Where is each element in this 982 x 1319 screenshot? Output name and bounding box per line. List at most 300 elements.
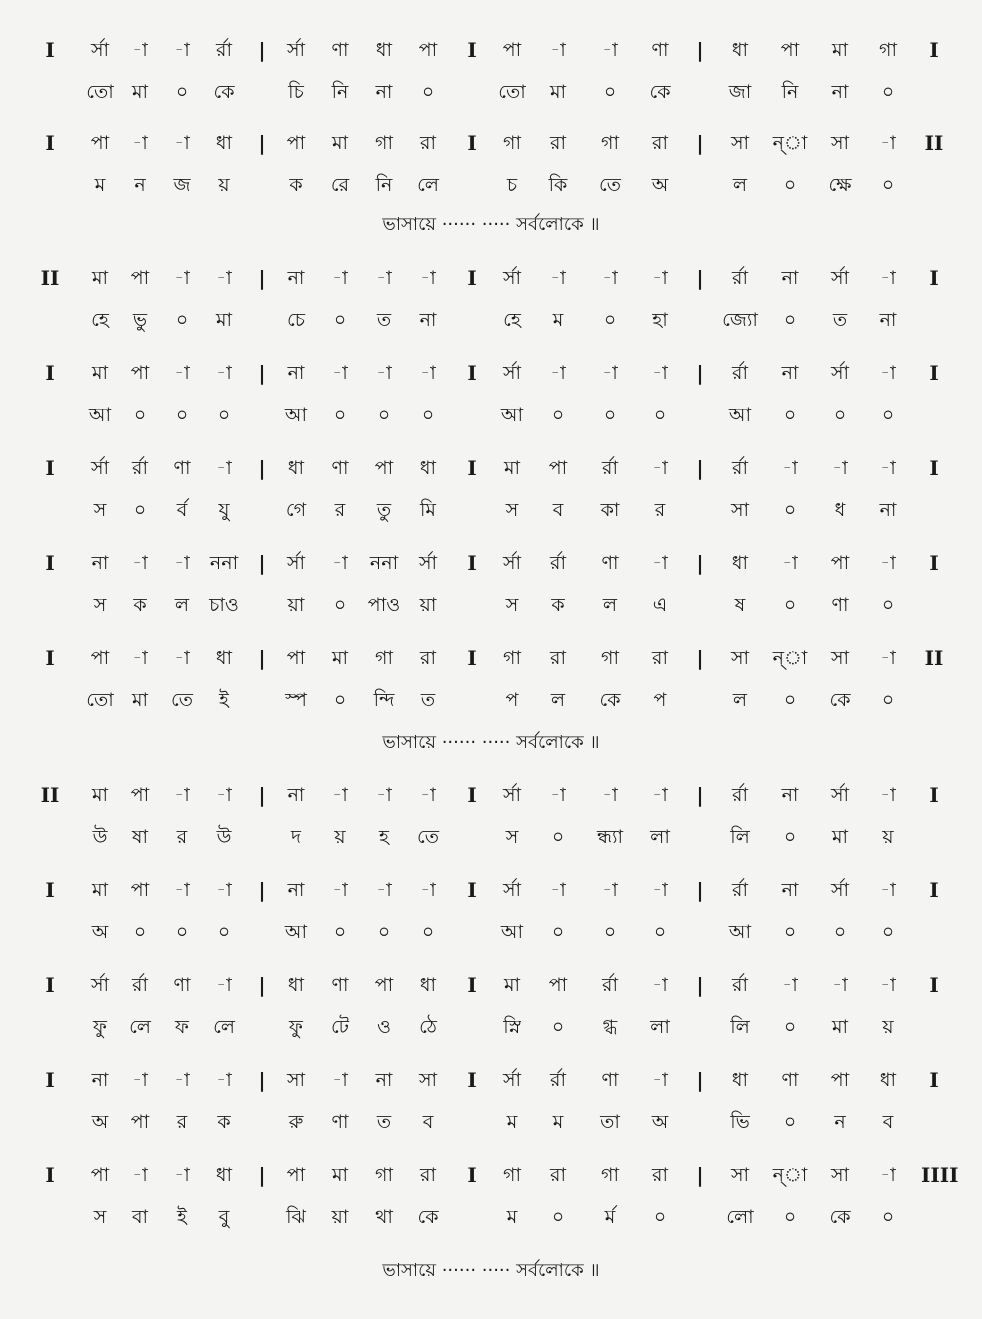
swara-row (0, 965, 982, 1005)
lyric-syllable: কে (213, 81, 235, 103)
swara-note: ধা (879, 1069, 897, 1091)
lyric-syllable: র্ব (176, 499, 188, 521)
swara-note: -া (550, 362, 566, 384)
swara-note: র্সা (830, 267, 850, 289)
lyric-syllable: কে (829, 689, 851, 711)
lyric-syllable: তু (376, 499, 392, 521)
lyric-syllable: তে (599, 174, 621, 196)
swara-note: রা (550, 1164, 566, 1186)
barline: | (258, 38, 266, 62)
lyric-syllable: ০ (881, 404, 895, 426)
swara-note: -া (602, 362, 618, 384)
lyric-syllable: ০ (881, 1206, 895, 1228)
refrain-line: ভাসায়ে ······ ····· সর্বলোকে ॥ (382, 214, 600, 235)
lyric-syllable: কা (600, 499, 620, 521)
open-barline: I (45, 131, 55, 155)
swara-note: না (287, 267, 305, 289)
lyric-syllable: ন্দি (373, 689, 395, 711)
lyric-syllable: ণা (831, 594, 849, 616)
swara-note: রা (550, 647, 566, 669)
lyric-syllable: ল (602, 594, 618, 616)
swara-note: ধা (731, 39, 749, 61)
lyric-syllable: যু (218, 499, 230, 521)
close-barline: I (929, 878, 939, 902)
swara-row (0, 30, 982, 70)
close-barline: II (924, 646, 944, 670)
refrain-line: ভাসায়ে ······ ····· সর্বলোকে ॥ (382, 732, 600, 753)
open-barline: I (45, 456, 55, 480)
lyric-syllable: ম (552, 309, 564, 331)
lyric-syllable: ০ (833, 404, 847, 426)
swara-note: -া (216, 362, 232, 384)
swara-note: -া (880, 267, 896, 289)
lyric-syllable: ০ (175, 309, 189, 331)
swara-note: র্সা (90, 457, 110, 479)
swara-note: ণা (601, 552, 619, 574)
lyric-syllable: ০ (881, 921, 895, 943)
swara-note: -া (652, 974, 668, 996)
swara-note: ধা (215, 1164, 233, 1186)
barline: | (258, 973, 266, 997)
swara-note: -া (602, 879, 618, 901)
swara-note: গা (375, 647, 393, 669)
lyric-syllable: চ (506, 174, 518, 196)
swara-note: মা (331, 132, 349, 154)
swara-note: পা (90, 647, 110, 669)
lyric-syllable: ০ (133, 921, 147, 943)
lyric-syllable: ০ (421, 404, 435, 426)
lyric-syllable: লি (730, 1016, 750, 1038)
swara-note: র্সা (502, 552, 522, 574)
lyric-syllable: ভু (132, 309, 148, 331)
swara-note: গা (503, 1164, 521, 1186)
lyric-syllable: মি (420, 499, 436, 521)
barline: I (467, 878, 477, 902)
swara-note: র্রা (550, 552, 566, 574)
lyric-syllable: স (505, 594, 519, 616)
swara-note: -া (174, 1069, 190, 1091)
barline: | (696, 551, 704, 575)
lyric-syllable: অ (651, 174, 669, 196)
swara-note: র্রা (732, 784, 748, 806)
close-barline: I (929, 783, 939, 807)
lyric-row (0, 165, 982, 205)
lyric-syllable: হ (379, 826, 389, 848)
swara-note: র্সা (502, 879, 522, 901)
swara-note: -া (880, 647, 896, 669)
barline: I (467, 38, 477, 62)
swara-note: র্সা (502, 362, 522, 384)
swara-note: র্রা (216, 39, 232, 61)
lyric-syllable: ০ (217, 921, 231, 943)
barline: | (258, 1068, 266, 1092)
barline: | (696, 1068, 704, 1092)
lyric-syllable: লি (730, 826, 750, 848)
lyric-syllable: র (176, 826, 188, 848)
swara-note: -া (174, 784, 190, 806)
close-barline: I (929, 1068, 939, 1092)
swara-note: ননা (369, 552, 399, 574)
lyric-syllable: মা (831, 826, 849, 848)
close-barline: IIII (921, 1163, 959, 1187)
lyric-syllable: তা (600, 1111, 620, 1133)
swara-note: রা (652, 132, 668, 154)
swara-note: -া (880, 132, 896, 154)
swara-note: -া (420, 784, 436, 806)
swara-note: রা (420, 647, 436, 669)
lyric-syllable: তে (417, 826, 439, 848)
swara-note: সা (730, 647, 750, 669)
swara-note: পা (548, 457, 568, 479)
lyric-syllable: হে (503, 309, 521, 331)
swara-note: র্রা (732, 879, 748, 901)
swara-note: -া (132, 1164, 148, 1186)
swara-note: ধা (287, 457, 305, 479)
lyric-syllable: ০ (175, 81, 189, 103)
lyric-row (0, 585, 982, 625)
lyric-syllable: ০ (333, 404, 347, 426)
lyric-syllable: ০ (217, 404, 231, 426)
swara-note: ধা (731, 552, 749, 574)
swara-note: ধা (215, 132, 233, 154)
swara-row (0, 353, 982, 393)
lyric-syllable: ০ (783, 1206, 797, 1228)
lyric-syllable: ০ (603, 404, 617, 426)
swara-note: -া (602, 784, 618, 806)
lyric-syllable: ভি (730, 1111, 750, 1133)
lyric-syllable: ০ (421, 81, 435, 103)
lyric-syllable: কে (599, 689, 621, 711)
close-barline: I (929, 551, 939, 575)
lyric-syllable: আ (284, 921, 308, 943)
swara-note: পা (780, 39, 800, 61)
swara-note: সা (830, 647, 850, 669)
swara-note: পা (130, 267, 150, 289)
swara-note: -া (420, 879, 436, 901)
swara-note: না (781, 879, 799, 901)
lyric-syllable: য়া (419, 594, 437, 616)
lyric-syllable: ০ (783, 404, 797, 426)
lyric-syllable: না (879, 499, 897, 521)
open-barline: II (40, 783, 60, 807)
lyric-syllable: ০ (377, 921, 391, 943)
lyric-syllable: সা (730, 499, 750, 521)
swara-note: -া (376, 267, 392, 289)
lyric-syllable: রু (288, 1111, 304, 1133)
lyric-syllable: ণা (331, 1111, 349, 1133)
lyric-syllable: র (654, 499, 666, 521)
swara-note: র্সা (418, 552, 438, 574)
swara-note: রা (550, 132, 566, 154)
barline: | (258, 456, 266, 480)
refrain-line: ভাসায়ে ······ ····· সর্বলোকে ॥ (382, 1260, 600, 1281)
lyric-syllable: না (831, 81, 849, 103)
lyric-syllable: চি (288, 81, 304, 103)
lyric-syllable: গে (285, 499, 307, 521)
swara-note: পা (418, 39, 438, 61)
swara-note: -া (174, 647, 190, 669)
lyric-syllable: উ (92, 826, 108, 848)
lyric-syllable: স্প (285, 689, 307, 711)
swara-note: রা (652, 647, 668, 669)
barline: | (696, 973, 704, 997)
barline: | (696, 38, 704, 62)
swara-note: -া (332, 784, 348, 806)
lyric-syllable: ০ (833, 921, 847, 943)
lyric-syllable: ০ (551, 1206, 565, 1228)
swara-note: -া (550, 267, 566, 289)
lyric-syllable: র (176, 1111, 188, 1133)
swara-note: -া (550, 39, 566, 61)
lyric-syllable: ০ (551, 921, 565, 943)
barline: | (696, 1163, 704, 1187)
lyric-syllable: ক (289, 174, 303, 196)
lyric-syllable: ঝি (286, 1206, 306, 1228)
barline: I (467, 456, 477, 480)
swara-note: ণা (173, 457, 191, 479)
barline: I (467, 551, 477, 575)
barline: I (467, 361, 477, 385)
lyric-syllable: কে (649, 81, 671, 103)
swara-note: পা (548, 974, 568, 996)
swara-note: সা (286, 1069, 306, 1091)
barline: | (258, 361, 266, 385)
swara-note: -া (376, 879, 392, 901)
swara-note: -া (332, 267, 348, 289)
lyric-syllable: ০ (603, 309, 617, 331)
swara-note: না (287, 362, 305, 384)
swara-row (0, 1155, 982, 1195)
swara-note: গা (375, 132, 393, 154)
lyric-syllable: ০ (783, 174, 797, 196)
swara-note: পা (90, 132, 110, 154)
swara-note: -া (880, 879, 896, 901)
swara-note: মা (331, 1164, 349, 1186)
swara-note: -া (652, 879, 668, 901)
swara-note: ণা (331, 457, 349, 479)
swara-note: না (91, 1069, 109, 1091)
swara-note: -া (652, 267, 668, 289)
swara-note: ধা (731, 1069, 749, 1091)
barline: I (467, 973, 477, 997)
swara-note: -া (782, 457, 798, 479)
swara-note: গা (879, 39, 897, 61)
swara-note: -া (550, 784, 566, 806)
lyric-row (0, 912, 982, 952)
swara-note: মা (91, 267, 109, 289)
barline: | (258, 131, 266, 155)
swara-note: রা (420, 132, 436, 154)
barline: | (258, 646, 266, 670)
barline: | (696, 878, 704, 902)
swara-note: গা (503, 132, 521, 154)
swara-note: -া (132, 552, 148, 574)
lyric-syllable: তো (86, 81, 114, 103)
lyric-syllable: তো (498, 81, 526, 103)
swara-note: র্সা (830, 362, 850, 384)
close-barline: I (929, 973, 939, 997)
lyric-syllable: ম (506, 1206, 518, 1228)
lyric-syllable: বা (131, 1206, 149, 1228)
open-barline: I (45, 973, 55, 997)
swara-note: মা (503, 457, 521, 479)
lyric-syllable: লো (726, 1206, 754, 1228)
swara-note: সা (418, 1069, 438, 1091)
swara-note: -া (216, 784, 232, 806)
swara-note: -া (216, 1069, 232, 1091)
swara-note: রা (420, 1164, 436, 1186)
barline: | (696, 131, 704, 155)
swara-note: গা (601, 1164, 619, 1186)
lyric-syllable: ০ (783, 594, 797, 616)
swara-note: গা (601, 647, 619, 669)
swara-note: -া (652, 362, 668, 384)
swara-note: র্রা (732, 362, 748, 384)
lyric-row (0, 1197, 982, 1237)
barline: I (467, 646, 477, 670)
lyric-syllable: ও (377, 1016, 391, 1038)
swara-row (0, 448, 982, 488)
swara-note: না (375, 1069, 393, 1091)
lyric-syllable: ন (134, 174, 146, 196)
barline: I (467, 783, 477, 807)
swara-note: ন্া (772, 647, 808, 669)
barline: I (467, 1068, 477, 1092)
lyric-syllable: কে (829, 1206, 851, 1228)
lyric-row (0, 395, 982, 435)
lyric-syllable: র (334, 499, 346, 521)
swara-row (0, 1060, 982, 1100)
lyric-syllable: আ (500, 921, 524, 943)
lyric-syllable: ত (376, 1111, 392, 1133)
swara-note: -া (652, 784, 668, 806)
lyric-syllable: ক্ষে (828, 174, 852, 196)
swara-note: -া (880, 1164, 896, 1186)
lyric-syllable: ম (94, 174, 106, 196)
lyric-syllable: ০ (783, 499, 797, 521)
lyric-syllable: ক (133, 594, 147, 616)
swara-note: ণা (173, 974, 191, 996)
lyric-syllable: থা (375, 1206, 393, 1228)
lyric-row (0, 680, 982, 720)
swara-note: র্রা (602, 457, 618, 479)
lyric-syllable: চাও (209, 594, 239, 616)
swara-note: র্রা (550, 1069, 566, 1091)
lyric-syllable: অ (91, 921, 109, 943)
swara-note: মা (503, 974, 521, 996)
lyric-syllable: না (375, 81, 393, 103)
lyric-syllable: ০ (783, 826, 797, 848)
lyric-syllable: য় (334, 826, 346, 848)
swara-note: -া (174, 552, 190, 574)
close-barline: I (929, 266, 939, 290)
swara-note: ন্া (772, 1164, 808, 1186)
lyric-syllable: ০ (783, 1111, 797, 1133)
swara-note: -া (652, 552, 668, 574)
swara-note: রা (652, 1164, 668, 1186)
swara-note: সা (730, 132, 750, 154)
swara-note: পা (130, 879, 150, 901)
close-barline: II (924, 131, 944, 155)
lyric-syllable: ০ (333, 689, 347, 711)
lyric-row (0, 300, 982, 340)
swara-note: মা (331, 647, 349, 669)
lyric-syllable: না (419, 309, 437, 331)
swara-note: পা (130, 784, 150, 806)
open-barline: II (40, 266, 60, 290)
barline: | (696, 646, 704, 670)
open-barline: I (45, 551, 55, 575)
swara-note: -া (880, 784, 896, 806)
barline: I (467, 131, 477, 155)
lyric-syllable: ০ (333, 309, 347, 331)
swara-row (0, 870, 982, 910)
lyric-syllable: ০ (653, 921, 667, 943)
lyric-syllable: ০ (653, 404, 667, 426)
open-barline: I (45, 38, 55, 62)
swara-note: সা (830, 132, 850, 154)
swara-note: -া (174, 39, 190, 61)
lyric-syllable: না (879, 309, 897, 331)
swara-note: ধা (287, 974, 305, 996)
swara-note: -া (132, 1069, 148, 1091)
lyric-syllable: ০ (133, 499, 147, 521)
lyric-syllable: ০ (333, 921, 347, 943)
swara-note: র্সা (286, 552, 306, 574)
lyric-syllable: লা (650, 1016, 670, 1038)
open-barline: I (45, 878, 55, 902)
lyric-syllable: স (505, 826, 519, 848)
swara-note: র্সা (502, 267, 522, 289)
swara-note: -া (880, 457, 896, 479)
lyric-syllable: ম (552, 1111, 564, 1133)
lyric-syllable: কি (548, 174, 568, 196)
swara-note: -া (174, 879, 190, 901)
lyric-syllable: আ (88, 404, 112, 426)
lyric-syllable: হা (652, 309, 668, 331)
lyric-syllable: ফু (289, 1016, 303, 1038)
swara-note: ন্া (772, 132, 808, 154)
swara-note: -া (602, 267, 618, 289)
swara-note: না (781, 362, 799, 384)
swara-note: ধা (419, 457, 437, 479)
swara-note: না (287, 879, 305, 901)
barline: I (467, 1163, 477, 1187)
lyric-syllable: য় (218, 174, 230, 196)
swara-note: পা (130, 362, 150, 384)
lyric-syllable: ০ (421, 921, 435, 943)
lyric-syllable: ধ (834, 499, 846, 521)
swara-note: ণা (781, 1069, 799, 1091)
barline: | (258, 551, 266, 575)
lyric-syllable: ০ (881, 594, 895, 616)
lyric-syllable: ঠে (419, 1016, 437, 1038)
swara-note: পা (830, 1069, 850, 1091)
swara-note: -া (880, 974, 896, 996)
swara-note: -া (174, 267, 190, 289)
swara-note: র্রা (602, 974, 618, 996)
swara-note: র্রা (132, 457, 148, 479)
swara-note: -া (332, 1069, 348, 1091)
lyric-syllable: ০ (551, 826, 565, 848)
lyric-syllable: জ্যো (722, 309, 758, 331)
lyric-syllable: ০ (175, 404, 189, 426)
swara-note: -া (832, 974, 848, 996)
swara-note: -া (782, 974, 798, 996)
close-barline: I (929, 361, 939, 385)
lyric-row (0, 490, 982, 530)
lyric-syllable: য় (882, 1016, 894, 1038)
